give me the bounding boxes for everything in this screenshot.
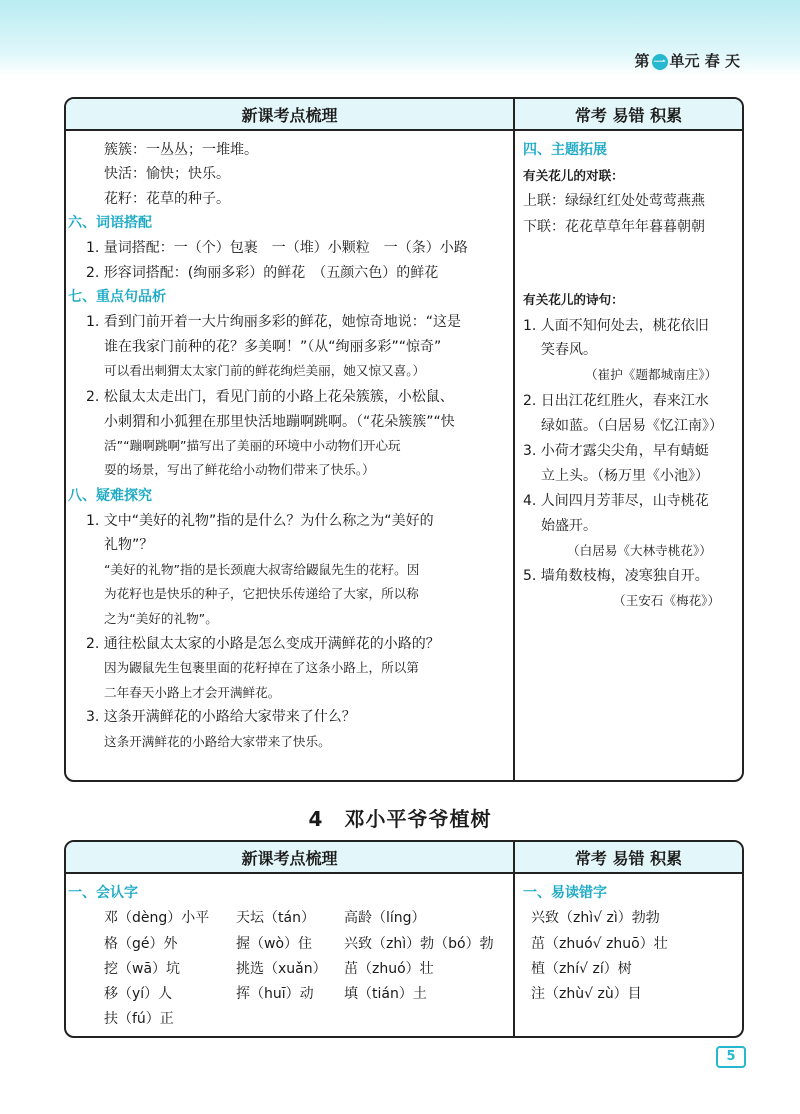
text-line: 花籽：花草的种子。	[104, 191, 230, 207]
unit-name: 春 天	[704, 52, 740, 70]
text-line: 小刺猬和小狐狸在那里快活地蹦啊跳啊。（“花朵簇簇”“快	[104, 414, 455, 430]
page-number: 5	[716, 1046, 746, 1068]
text-line: 因为鼹鼠先生包裹里面的花籽掉在了这条小路上，所以第	[104, 660, 419, 675]
text-line: 1. 看到门前开着一大片绚丽多彩的鲜花，她惊奇地说：“这是	[86, 314, 462, 330]
section-heading: 一、会认字	[68, 885, 138, 901]
column-divider	[513, 99, 515, 780]
lesson4-notes-box	[64, 840, 744, 1038]
text-line: 茁（zhuó√ zhuō）壮	[531, 936, 668, 952]
section-heading: 八、疑难探究	[68, 488, 152, 504]
text-line: （白居易《大林寺桃花》）	[567, 543, 712, 558]
text-line: 谁在我家门前种的花？多美啊！”（从“绚丽多彩”“惊奇”	[104, 339, 442, 355]
text-line: 耍的场景，写出了鲜花给小动物们带来了快乐。）	[104, 462, 375, 477]
text-line: （王安石《梅花》）	[613, 593, 721, 608]
text-line: 挑选（xuǎn）	[236, 961, 327, 977]
text-line: 5. 墙角数枝梅，凌寒独自开。	[523, 568, 709, 584]
text-line: 之为“美好的礼物”。	[104, 611, 218, 626]
text-line: “美好的礼物”指的是长颈鹿大叔寄给鼹鼠先生的花籽。因	[104, 562, 420, 577]
section-heading: 一、易读错字	[523, 885, 607, 901]
column-divider	[513, 842, 515, 1036]
text-line: 礼物”？	[104, 537, 154, 553]
unit-number-badge: 一	[653, 55, 666, 69]
text-line: 快活：愉快；快乐。	[104, 166, 230, 182]
text-line: 1. 量词搭配：一（个）包裹 一（堆）小颗粒 一（条）小路	[86, 240, 468, 256]
text-line: 挖（wā）坑	[104, 961, 181, 977]
text-line: 3. 小荷才露尖尖角，早有蜻蜓	[523, 443, 709, 459]
text-line: 兴致（zhì）勃（bó）勃	[344, 936, 494, 952]
text-line: 有关花儿的对联：	[523, 168, 624, 183]
text-line: 二年春天小路上才会开满鲜花。	[104, 685, 281, 700]
left-column-heading: 新课考点梳理	[241, 849, 338, 868]
text-line: 2. 日出江花红胜火，春来江水	[523, 393, 709, 409]
lesson-title: 4 邓小平爷爷植树	[308, 807, 492, 831]
text-line: 格（gé）外	[104, 936, 178, 952]
text-line: 有关花儿的诗句：	[523, 292, 624, 307]
unit-prefix: 第	[634, 52, 650, 70]
text-line: 始盛开。	[541, 518, 597, 534]
text-line: 填（tián）土	[344, 986, 427, 1002]
text-line: 立上头。（杨万里《小池》）	[541, 468, 709, 484]
text-line: 天坛（tán）	[236, 910, 315, 926]
text-line: 为花籽也是快乐的种子，它把快乐传递给了大家，所以称	[104, 586, 419, 601]
text-line: 扶（fú）正	[104, 1011, 174, 1027]
text-line: 2. 松鼠太太走出门，看见门前的小路上花朵簇簇，小松鼠、	[86, 389, 454, 405]
section-heading: 六、词语搭配	[68, 215, 152, 231]
unit-suffix: 单元	[669, 52, 700, 70]
text-line: 1. 文中“美好的礼物”指的是什么？为什么称之为“美好的	[86, 513, 434, 529]
text-line: 3. 这条开满鲜花的小路给大家带来了什么？	[86, 709, 356, 725]
text-line: 这条开满鲜花的小路给大家带来了快乐。	[104, 734, 331, 749]
right-column-heading: 常考 易错 积累	[574, 849, 683, 868]
text-line: 邓（dèng）小平	[104, 910, 210, 926]
text-line: 上联：绿绿红红处处莺莺燕燕	[523, 193, 705, 209]
text-line: 簇簇：一丛丛；一堆堆。	[104, 142, 258, 158]
text-line: 2. 形容词搭配：(绚丽多彩）的鲜花 （五颜六色）的鲜花	[86, 265, 439, 281]
text-line: 2. 通往松鼠太太家的小路是怎么变成开满鲜花的小路的？	[86, 636, 440, 652]
section-heading: 四、主题拓展	[523, 142, 607, 158]
right-column-heading: 常考 易错 积累	[574, 106, 683, 125]
text-line: 茁（zhuó）壮	[344, 961, 434, 977]
text-line: （崔护《题都城南庄》）	[585, 367, 718, 382]
unit-header	[635, 50, 741, 71]
text-line: 握（wò）住	[236, 936, 313, 952]
text-line: 笑春风。	[541, 342, 597, 358]
section-heading: 七、重点句品析	[68, 289, 166, 305]
left-column-heading: 新课考点梳理	[241, 106, 338, 125]
lesson3-notes-box	[64, 97, 744, 782]
text-line: 绿如蓝。（白居易《忆江南》）	[541, 418, 723, 434]
text-line: 移（yí）人	[104, 986, 173, 1002]
text-line: 下联：花花草草年年暮暮朝朝	[523, 219, 705, 235]
text-line: 1. 人面不知何处去，桃花依旧	[523, 318, 709, 334]
text-line: 高龄（líng）	[344, 910, 426, 926]
text-line: 4. 人间四月芳菲尽，山寺桃花	[523, 493, 709, 509]
text-line: 活”“蹦啊跳啊”描写出了美丽的环境中小动物们开心玩	[104, 438, 401, 453]
text-line: 植（zhí√ zí）树	[531, 961, 632, 977]
text-line: 可以看出刺猬太太家门前的鲜花绚烂美丽，她又惊又喜。）	[104, 363, 426, 378]
text-line: 兴致（zhì√ zì）勃勃	[531, 910, 660, 926]
text-line: 注（zhù√ zù）目	[531, 986, 642, 1002]
text-line: 挥（huī）动	[236, 986, 314, 1002]
